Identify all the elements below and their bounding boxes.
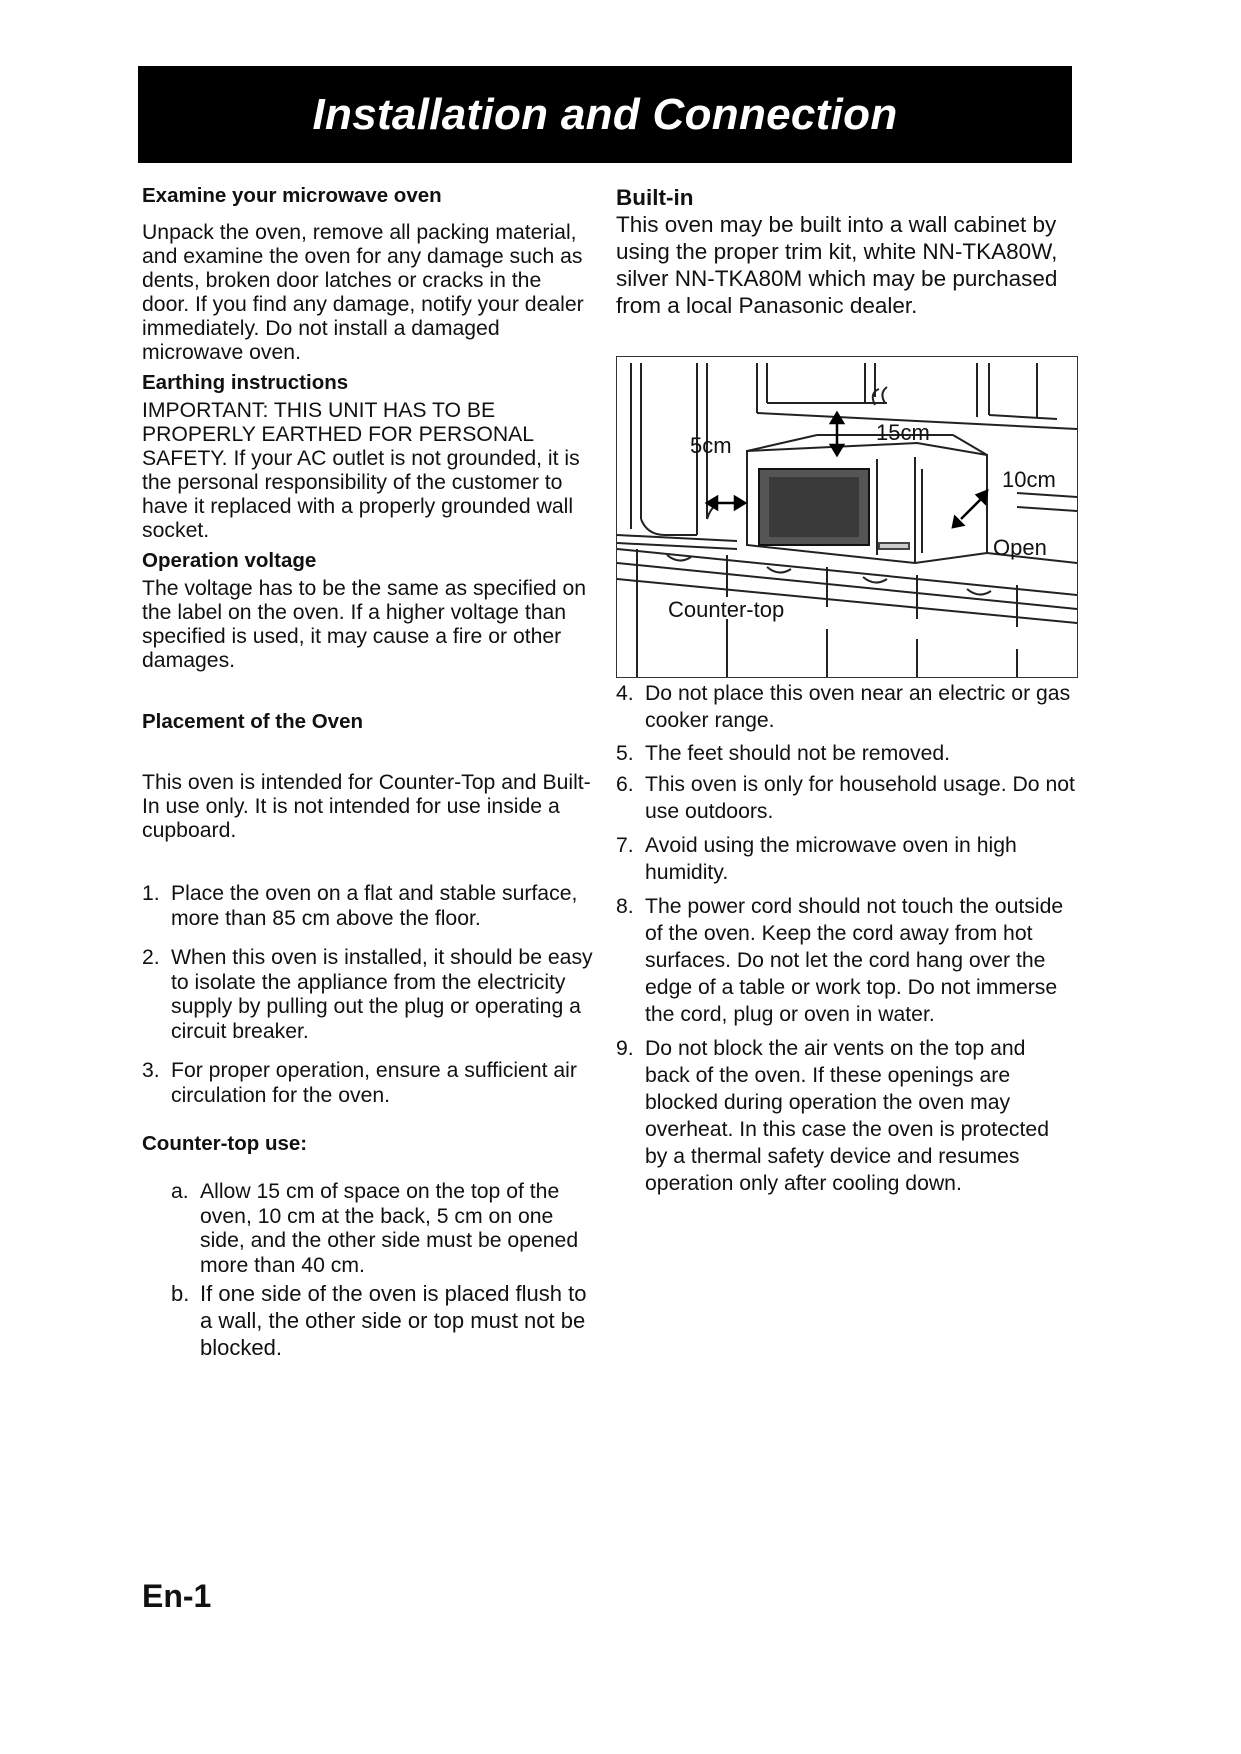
left-column [142, 184, 594, 1361]
list-item [142, 946, 594, 1044]
item-number: 4. [616, 682, 634, 705]
list-item [171, 1180, 594, 1278]
label-counter-top: Counter-top [668, 597, 785, 622]
item-letter: b. [171, 1281, 190, 1306]
installation-diagram [616, 356, 1078, 678]
list-item [616, 740, 1076, 767]
item-number: 5. [616, 742, 634, 765]
list-item [616, 1035, 1076, 1197]
item-number: 9. [616, 1037, 634, 1060]
earthing-heading: Earthing instructions [142, 371, 349, 394]
label-back-clearance: 10cm [1002, 467, 1056, 492]
item-number: 8. [616, 895, 634, 918]
item-text: Do not block the air vents on the top and back of the oven. If these openings are blocked during operation the oven may overheat. In this case the oven is protected by a thermal safety device and resumes operation only after cooling down. [645, 1037, 1049, 1195]
examine-text: Unpack the oven, remove all packing material, and examine the oven for any damage such as dents, broken door latches or cracks in the door. If you find any damage, notify your dealer immediately. Do not install a damaged microwave oven. [142, 221, 584, 364]
list-item [616, 893, 1076, 1028]
item-letter: a. [171, 1180, 189, 1203]
item-number: 6. [616, 773, 634, 796]
list-item [616, 680, 1076, 734]
list-item [171, 1280, 594, 1361]
clearance-illustration [617, 357, 1077, 677]
list-item [616, 771, 1076, 825]
list-item [142, 1059, 594, 1108]
title-banner [138, 66, 1072, 163]
item-number: 2. [142, 946, 160, 969]
placement-list [142, 882, 594, 1108]
item-text: Place the oven on a flat and stable surface, more than 85 cm above the floor. [171, 882, 578, 930]
label-side-clearance: 5cm [690, 433, 732, 458]
countertop-heading: Counter-top use: [142, 1132, 308, 1155]
countertop-list [142, 1180, 594, 1361]
item-text: This oven is only for household usage. Do not use outdoors. [645, 773, 1075, 823]
item-number: 7. [616, 834, 634, 857]
page-number: En-1 [142, 1578, 212, 1614]
page-title: Installation and Connection [312, 89, 898, 139]
item-text: For proper operation, ensure a sufficient air circulation for the oven. [171, 1059, 577, 1107]
label-open-side: Open [993, 535, 1047, 560]
right-column [616, 184, 1076, 319]
item-text: The feet should not be removed. [645, 742, 951, 765]
list-item [616, 832, 1076, 886]
list-item [142, 882, 594, 931]
item-number: 3. [142, 1059, 160, 1082]
builtin-text: This oven may be built into a wall cabinet by using the proper trim kit, white NN-TKA80W, silver NN-TKA80M which may be purchased from a local Panasonic dealer. [616, 212, 1058, 318]
item-text: Avoid using the microwave oven in high humidity. [645, 834, 1017, 884]
placement-heading: Placement of the Oven [142, 710, 364, 733]
item-text: Allow 15 cm of space on the top of the oven, 10 cm at the back, 5 cm on one side, and the other side must be opened more than 40 cm. [200, 1180, 579, 1277]
item-number: 1. [142, 882, 160, 905]
examine-heading: Examine your microwave oven [142, 184, 442, 207]
item-text: The power cord should not touch the outside of the oven. Keep the cord away from hot surfaces. Do not let the cord hang over the edge of a table or work top. Do not immerse the cord, plug or oven in water. [645, 895, 1064, 1026]
voltage-text: The voltage has to be the same as specified on the label on the oven. If a higher voltage than specified is used, it may cause a fire or other damages. [142, 577, 587, 672]
right-list [616, 680, 1076, 1197]
item-text: Do not place this oven near an electric or gas cooker range. [645, 682, 1071, 732]
label-top-clearance: 15cm [876, 420, 930, 445]
placement-text: This oven is intended for Counter-Top and Built-In use only. It is not intended for use inside a cupboard. [142, 771, 591, 842]
builtin-heading: Built-in [616, 185, 694, 210]
item-text: If one side of the oven is placed flush to a wall, the other side or top must not be blocked. [200, 1281, 587, 1360]
item-text: When this oven is installed, it should be easy to isolate the appliance from the electricity supply by pulling out the plug or operating a circuit breaker. [171, 946, 593, 1043]
voltage-heading: Operation voltage [142, 549, 317, 572]
earthing-text: IMPORTANT: THIS UNIT HAS TO BE PROPERLY EARTHED FOR PERSONAL SAFETY. If your AC outlet is not grounded, it is the personal responsibility of the customer to have it replaced with a properly grounded wall socket. [142, 399, 580, 542]
